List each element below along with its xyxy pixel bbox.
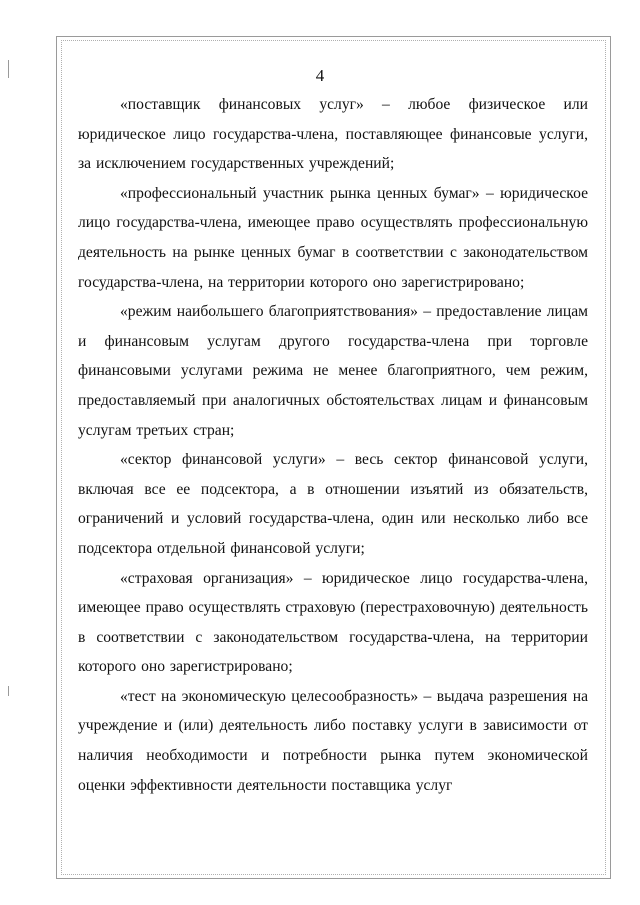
definition-paragraph-securities-market-participant: «профессиональный участник рынка ценных бумаг» – юридическое лицо государства-члена, имеющее право осуществлять профессиональную деятельность на рынке ценных бумаг в соответствии с законодательством государства-члена, на территории которого оно зарегистрировано;: [78, 184, 588, 291]
document-body: [78, 90, 588, 800]
scan-margin-mark-bottom: [8, 686, 9, 696]
page-number: 4: [315, 66, 325, 85]
definition-paragraph-financial-service-supplier: «поставщик финансовых услуг» – любое физическое или юридическое лицо государства-члена, поставляющее финансовые услуги, за исключением государственных учреждений;: [78, 96, 588, 173]
definition-paragraph-insurance-organization: «страховая организация» – юридическое лицо государства-члена, имеющее право осуществлять страховую (перестраховочную) деятельность в соответствии с законодательством государства-члена, на территории которого оно зарегистрировано;: [78, 569, 588, 676]
definition-paragraph-most-favoured-nation-treatment: «режим наибольшего благоприятствования» – предоставление лицам и финансовым услугам другого государства-члена при торговле финансовыми услугами режима не менее благоприятного, чем режим, предоставляемый при аналогичных обстоятельствах лицам и финансовым услугам третьих стран;: [78, 303, 588, 439]
definition-paragraph-economic-needs-test: «тест на экономическую целесообразность» – выдача разрешения на учреждение и (или) деятельность либо поставку услуги в зависимости от наличия необходимости и потребности рынка путем экономической оценки эффективности деятельности поставщика услуг: [78, 687, 588, 794]
definition-paragraph-financial-service-sector: «сектор финансовой услуги» – весь сектор финансовой услуги, включая все ее подсектора, а в отношении изъятий из обязательств, ограничений и условий государства-члена, один или несколько либо все подсектора отдельной финансовой услуги;: [78, 451, 588, 557]
